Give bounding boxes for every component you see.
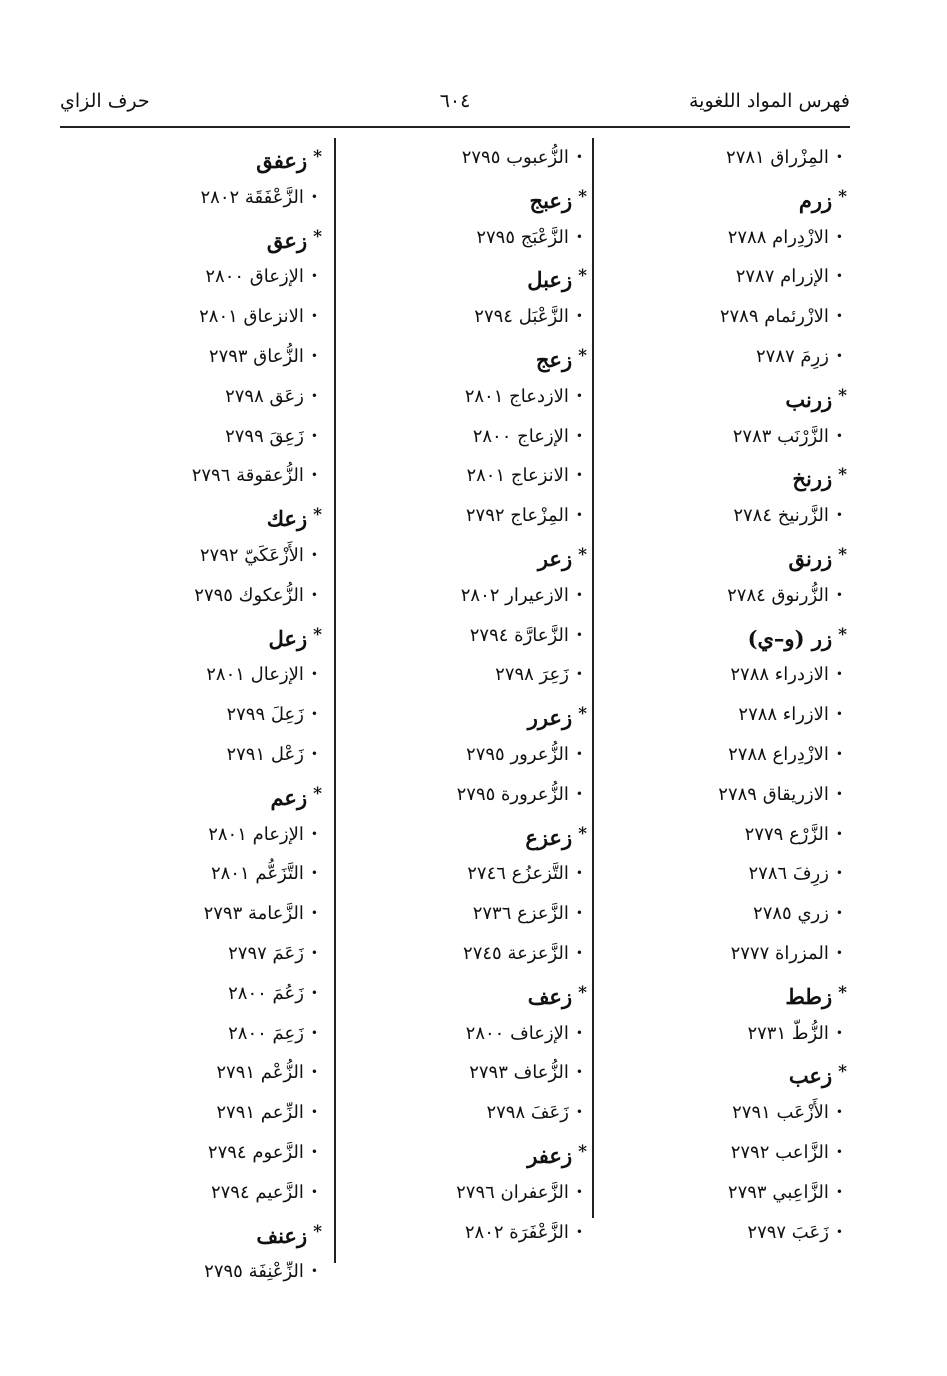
- bullet-icon: •: [835, 1105, 843, 1120]
- index-entry: [122, 377, 322, 417]
- index-entry: [387, 1213, 587, 1253]
- bullet-icon: •: [310, 826, 318, 841]
- bullet-icon: •: [835, 667, 843, 682]
- index-entry: [122, 815, 322, 855]
- bullet-icon: •: [835, 1224, 843, 1239]
- bullet-icon: •: [835, 229, 843, 244]
- bullet-icon: •: [310, 428, 318, 443]
- root-heading: [387, 1133, 587, 1173]
- entry-text: الازدراء ٢٧٨٨: [730, 664, 829, 686]
- entry-text: الزَّعفران ٢٧٩٦: [456, 1181, 569, 1203]
- bullet-icon: •: [575, 428, 583, 443]
- asterisk-icon: *: [578, 266, 587, 287]
- entry-text: الزَّعيم ٢٧٩٤: [210, 1181, 304, 1203]
- root-text: زعم: [270, 784, 308, 810]
- asterisk-icon: *: [838, 385, 847, 406]
- root-text: زطط: [785, 983, 833, 1009]
- index-entry: [637, 655, 847, 695]
- entry-text: الإزعاف ٢٨٠٠: [465, 1022, 569, 1044]
- bullet-icon: •: [310, 707, 318, 722]
- index-entry: [122, 536, 322, 576]
- entry-text: الازْرئمام ٢٧٨٩: [719, 306, 829, 328]
- index-entry: [637, 1133, 847, 1173]
- index-entry: [122, 1053, 322, 1093]
- bullet-icon: •: [575, 309, 583, 324]
- bullet-icon: •: [835, 945, 843, 960]
- entry-text: الأَزْعَب ٢٧٩١: [732, 1102, 829, 1124]
- bullet-icon: •: [575, 587, 583, 602]
- bullet-icon: •: [835, 508, 843, 523]
- page-header: [60, 80, 850, 128]
- bullet-icon: •: [310, 468, 318, 483]
- root-heading: [387, 815, 587, 855]
- bullet-icon: •: [310, 547, 318, 562]
- entry-text: المزراة ٢٧٧٧: [730, 942, 829, 964]
- entry-text: زَعِرَ ٢٧٩٨: [495, 664, 569, 686]
- entry-text: الزَّعْبَج ٢٧٩٥: [476, 226, 569, 248]
- entry-text: الزُّعْم ٢٧٩١: [216, 1062, 304, 1084]
- entry-text: الزَّعْفَرَة ٢٨٠٢: [464, 1221, 569, 1243]
- bullet-icon: •: [575, 1025, 583, 1040]
- bullet-icon: •: [575, 508, 583, 523]
- index-entry: [387, 1014, 587, 1054]
- entry-text: الزَّرْع ٢٧٧٩: [744, 823, 829, 845]
- bullet-icon: •: [310, 348, 318, 363]
- bullet-icon: •: [310, 746, 318, 761]
- entry-text: الزَّعْفَقَة ٢٨٠٢: [200, 186, 304, 208]
- asterisk-icon: *: [838, 1062, 847, 1083]
- root-text: زرنب: [785, 386, 833, 412]
- entry-text: الإزعام ٢٨٠١: [208, 823, 304, 845]
- index-entry: [122, 1173, 322, 1213]
- bullet-icon: •: [835, 746, 843, 761]
- bullet-icon: •: [575, 945, 583, 960]
- entry-text: الزُّطّ ٢٧٣١: [747, 1022, 829, 1044]
- entry-text: الزَّعارَّة ٢٧٩٤: [469, 624, 569, 646]
- index-entry: [387, 735, 587, 775]
- running-title: فهرس المواد اللغوية: [688, 90, 850, 112]
- index-entry: [637, 1093, 847, 1133]
- index-entry: [637, 337, 847, 377]
- root-heading: [122, 138, 322, 178]
- asterisk-icon: *: [313, 147, 322, 167]
- index-entry: [387, 218, 587, 258]
- bullet-icon: •: [575, 866, 583, 881]
- bullet-icon: •: [835, 826, 843, 841]
- entry-text: الزُّعاق ٢٧٩٣: [208, 345, 304, 367]
- asterisk-icon: *: [838, 982, 847, 1003]
- bullet-icon: •: [310, 906, 318, 921]
- bullet-icon: •: [835, 1144, 843, 1159]
- bullet-icon: •: [310, 1264, 318, 1279]
- entry-text: الزُّعكوك ٢٧٩٥: [194, 584, 304, 606]
- root-text: زعل: [268, 625, 308, 651]
- entry-text: الإزعاج ٢٨٠٠: [472, 425, 569, 447]
- entry-text: الزِّعْنِفَة ٢٧٩٥: [204, 1261, 304, 1283]
- index-entry: [387, 138, 587, 178]
- index-entry: [387, 576, 587, 616]
- entry-text: الزُّعرورة ٢٧٩٥: [456, 783, 569, 805]
- entry-text: زَعَفَ ٢٧٩٨: [486, 1102, 569, 1124]
- bullet-icon: •: [575, 1224, 583, 1239]
- index-entry: [637, 297, 847, 337]
- entry-text: الزَّعْبَل ٢٧٩٤: [474, 306, 569, 328]
- root-heading: [387, 695, 587, 735]
- index-entry: [122, 735, 322, 775]
- page-number: ٦٠٤: [439, 90, 471, 112]
- bullet-icon: •: [310, 866, 318, 881]
- index-entry: [387, 417, 587, 457]
- entry-text: زري ٢٧٨٥: [753, 903, 829, 925]
- index-entry: [637, 257, 847, 297]
- index-entry: [637, 815, 847, 855]
- root-text: زعنف: [256, 1222, 308, 1248]
- index-column-right: [637, 138, 847, 1252]
- bullet-icon: •: [310, 388, 318, 403]
- root-text: زعرر: [527, 705, 573, 731]
- index-entry: [387, 1093, 587, 1133]
- root-heading: [387, 337, 587, 377]
- bullet-icon: •: [575, 906, 583, 921]
- asterisk-icon: *: [578, 186, 587, 207]
- section-title: حرف الزاي: [60, 90, 150, 112]
- index-entry: [387, 894, 587, 934]
- entry-text: الزُّعبوب ٢٧٩٥: [461, 147, 569, 168]
- index-entry: [122, 576, 322, 616]
- bullet-icon: •: [835, 309, 843, 324]
- entry-text: الازْدِرام ٢٧٨٨: [727, 226, 829, 248]
- bullet-icon: •: [835, 348, 843, 363]
- index-entry: [122, 854, 322, 894]
- asterisk-icon: *: [313, 783, 322, 804]
- bullet-icon: •: [835, 906, 843, 921]
- index-entry: [122, 456, 322, 496]
- index-entry: [387, 496, 587, 536]
- root-text: زعب: [788, 1063, 833, 1089]
- entry-text: زَعْل ٢٧٩١: [226, 743, 304, 765]
- bullet-icon: •: [835, 1184, 843, 1199]
- entry-text: الإزعاق ٢٨٠٠: [205, 266, 304, 288]
- index-entry: [387, 1173, 587, 1213]
- index-entry: [387, 616, 587, 656]
- bullet-icon: •: [575, 150, 583, 164]
- root-text: زر (و–ي): [747, 625, 833, 651]
- index-entry: [637, 138, 847, 178]
- root-heading: [122, 1213, 322, 1253]
- asterisk-icon: *: [838, 624, 847, 645]
- index-entry: [637, 775, 847, 815]
- index-entry: [122, 1252, 322, 1292]
- bullet-icon: •: [575, 229, 583, 244]
- index-entry: [637, 695, 847, 735]
- entry-text: زرِمَ ٢٧٨٧: [755, 345, 829, 367]
- asterisk-icon: *: [578, 1141, 587, 1162]
- asterisk-icon: *: [838, 465, 847, 486]
- root-heading: [387, 257, 587, 297]
- entry-text: زعَق ٢٧٩٨: [225, 385, 304, 407]
- index-entry: [637, 496, 847, 536]
- index-entry: [387, 1053, 587, 1093]
- entry-text: الزُّعاف ٢٧٩٣: [469, 1062, 569, 1084]
- root-text: زعك: [266, 506, 308, 532]
- root-text: زرم: [798, 187, 833, 213]
- root-heading: [122, 496, 322, 536]
- entry-text: الزَّاعب ٢٧٩٢: [730, 1141, 829, 1163]
- asterisk-icon: *: [313, 624, 322, 645]
- entry-text: الانزعاج ٢٨٠١: [466, 465, 569, 487]
- root-heading: [122, 775, 322, 815]
- index-entry: [122, 178, 322, 218]
- index-entry: [637, 1213, 847, 1253]
- index-entry: [122, 1014, 322, 1054]
- bullet-icon: •: [835, 866, 843, 881]
- entry-text: الزُّعرور ٢٧٩٥: [466, 743, 569, 765]
- entry-text: المِزْراق ٢٧٨١: [726, 147, 829, 168]
- bullet-icon: •: [575, 388, 583, 403]
- entry-text: الزَّعوم ٢٧٩٤: [207, 1141, 304, 1163]
- bullet-icon: •: [835, 786, 843, 801]
- bullet-icon: •: [575, 1184, 583, 1199]
- entry-text: زَعَبَ ٢٧٩٧: [747, 1221, 829, 1243]
- entry-text: الزُّعقوقة ٢٧٩٦: [191, 465, 304, 487]
- index-entry: [387, 297, 587, 337]
- bullet-icon: •: [835, 1025, 843, 1040]
- bullet-icon: •: [575, 627, 583, 642]
- entry-text: الزَّعزع ٢٧٣٦: [472, 903, 569, 925]
- bullet-icon: •: [310, 1105, 318, 1120]
- bullet-icon: •: [575, 746, 583, 761]
- root-text: زعزع: [525, 824, 573, 850]
- root-heading: [637, 536, 847, 576]
- index-column-left: [122, 138, 322, 1292]
- bullet-icon: •: [310, 1025, 318, 1040]
- asterisk-icon: *: [313, 1221, 322, 1242]
- entry-text: زرِفَ ٢٧٨٦: [748, 863, 829, 885]
- root-text: زرنخ: [792, 466, 833, 492]
- column-divider: [592, 138, 594, 1218]
- root-heading: [387, 178, 587, 218]
- bullet-icon: •: [575, 468, 583, 483]
- bullet-icon: •: [835, 587, 843, 602]
- index-entry: [122, 934, 322, 974]
- index-entry: [637, 894, 847, 934]
- entry-text: الازراء ٢٧٨٨: [738, 704, 829, 726]
- root-text: زعفر: [527, 1142, 573, 1168]
- entry-text: زَعِلَ ٢٧٩٩: [226, 704, 304, 726]
- index-column-middle: [387, 138, 587, 1252]
- root-heading: [637, 178, 847, 218]
- entry-text: الإزعال ٢٨٠١: [206, 664, 304, 686]
- bullet-icon: •: [575, 667, 583, 682]
- index-entry: [122, 1133, 322, 1173]
- asterisk-icon: *: [313, 505, 322, 526]
- index-entry: [387, 854, 587, 894]
- root-text: زعبج: [529, 187, 573, 213]
- bullet-icon: •: [310, 1184, 318, 1199]
- entry-text: التَّزَعُّم ٢٨٠١: [210, 863, 304, 885]
- root-heading: [637, 616, 847, 656]
- header-rule: [60, 126, 850, 128]
- entry-text: الزَّعامة ٢٧٩٣: [203, 903, 304, 925]
- index-entry: [637, 934, 847, 974]
- entry-text: زَعَمَ ٢٧٩٧: [228, 942, 304, 964]
- root-text: زعبل: [527, 267, 573, 293]
- entry-text: الزِّعم ٢٧٩١: [216, 1102, 304, 1124]
- root-heading: [122, 616, 322, 656]
- bullet-icon: •: [310, 269, 318, 284]
- entry-text: التَّزعزُع ٢٧٤٦: [467, 863, 569, 885]
- root-heading: [637, 456, 847, 496]
- index-entry: [122, 894, 322, 934]
- entry-text: زَعِمَ ٢٨٠٠: [228, 1022, 304, 1044]
- asterisk-icon: *: [313, 226, 322, 247]
- index-entry: [122, 695, 322, 735]
- entry-text: زَعِقَ ٢٧٩٩: [225, 425, 304, 447]
- bullet-icon: •: [835, 707, 843, 722]
- bullet-icon: •: [310, 945, 318, 960]
- bullet-icon: •: [835, 150, 843, 164]
- entry-text: الزَّاعِبي ٢٧٩٣: [727, 1181, 829, 1203]
- index-entry: [387, 456, 587, 496]
- index-entry: [122, 257, 322, 297]
- index-entry: [387, 775, 587, 815]
- entry-text: الازدعاج ٢٨٠١: [464, 385, 569, 407]
- root-heading: [387, 536, 587, 576]
- asterisk-icon: *: [578, 982, 587, 1003]
- root-heading: [637, 974, 847, 1014]
- entry-text: زَعُمَ ٢٨٠٠: [228, 982, 304, 1004]
- root-heading: [122, 218, 322, 258]
- asterisk-icon: *: [578, 544, 587, 565]
- index-entry: [122, 1093, 322, 1133]
- bullet-icon: •: [310, 1065, 318, 1080]
- asterisk-icon: *: [578, 704, 587, 725]
- root-heading: [637, 1053, 847, 1093]
- entry-text: الازريقاق ٢٧٨٩: [718, 783, 829, 805]
- index-entry: [637, 576, 847, 616]
- asterisk-icon: *: [578, 823, 587, 844]
- index-entry: [637, 417, 847, 457]
- index-entry: [122, 417, 322, 457]
- index-entry: [387, 655, 587, 695]
- entry-text: الازْدِراع ٢٧٨٨: [728, 743, 829, 765]
- index-entry: [637, 1014, 847, 1054]
- bullet-icon: •: [310, 667, 318, 682]
- index-entry: [637, 218, 847, 258]
- entry-text: الزَّرْنَب ٢٧٨٣: [732, 425, 829, 447]
- bullet-icon: •: [575, 1065, 583, 1080]
- asterisk-icon: *: [838, 544, 847, 565]
- column-divider: [334, 138, 336, 1263]
- bullet-icon: •: [310, 189, 318, 204]
- root-text: زعج: [535, 346, 573, 372]
- root-text: زعفق: [256, 148, 308, 173]
- entry-text: الزَّرنيخ ٢٧٨٤: [733, 505, 829, 527]
- index-entry: [637, 1173, 847, 1213]
- root-text: زرنق: [788, 545, 833, 571]
- bullet-icon: •: [310, 985, 318, 1000]
- root-text: زعف: [527, 983, 573, 1009]
- entry-text: الازعيرار ٢٨٠٢: [460, 584, 569, 606]
- bullet-icon: •: [310, 309, 318, 324]
- index-entry: [387, 934, 587, 974]
- entry-text: الزُّرنوق ٢٧٨٤: [727, 584, 829, 606]
- entry-text: الإزرام ٢٧٨٧: [735, 266, 829, 288]
- entry-text: الأَزْعَكَيّ ٢٧٩٢: [199, 544, 304, 566]
- index-entry: [387, 377, 587, 417]
- index-entry: [122, 974, 322, 1014]
- index-entry: [122, 655, 322, 695]
- index-entry: [122, 297, 322, 337]
- bullet-icon: •: [310, 587, 318, 602]
- root-text: زعر: [537, 545, 573, 571]
- index-entry: [637, 735, 847, 775]
- bullet-icon: •: [835, 428, 843, 443]
- index-entry: [122, 337, 322, 377]
- bullet-icon: •: [575, 786, 583, 801]
- index-entry: [637, 854, 847, 894]
- asterisk-icon: *: [578, 345, 587, 366]
- entry-text: الانزعاق ٢٨٠١: [199, 306, 304, 328]
- bullet-icon: •: [310, 1144, 318, 1159]
- root-heading: [387, 974, 587, 1014]
- root-heading: [637, 377, 847, 417]
- root-text: زعق: [266, 227, 308, 253]
- entry-text: الزَّعزعة ٢٧٤٥: [463, 942, 569, 964]
- asterisk-icon: *: [838, 186, 847, 207]
- bullet-icon: •: [835, 269, 843, 284]
- bullet-icon: •: [575, 1105, 583, 1120]
- entry-text: المِزْعاج ٢٧٩٢: [465, 505, 569, 527]
